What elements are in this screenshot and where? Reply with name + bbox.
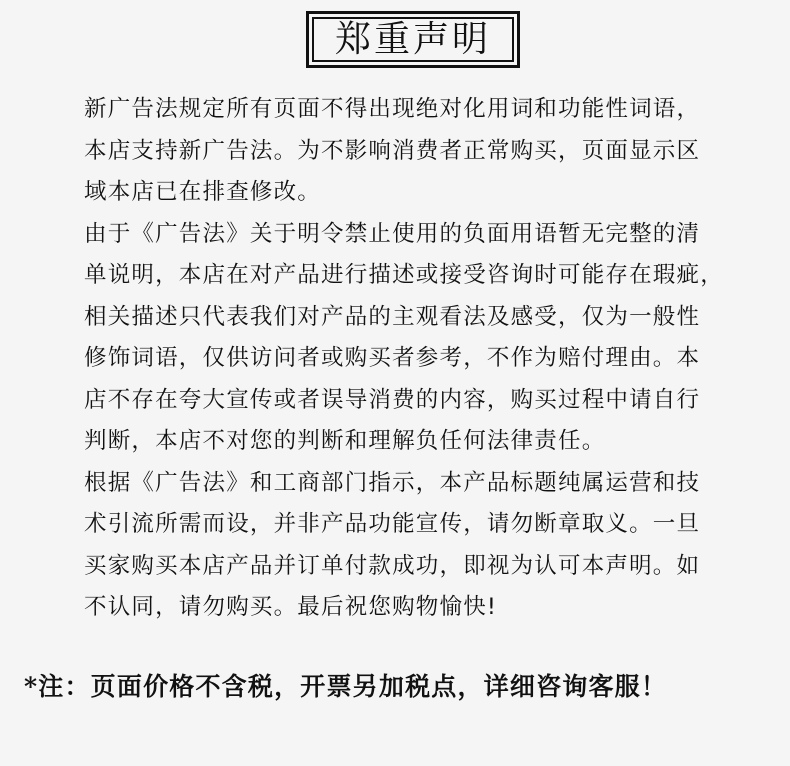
paragraph-disclaimer <box>84 214 744 463</box>
paragraph-ad-law <box>84 89 744 214</box>
tax-notice: *注：页面价格不含税，开票另加税点，详细咨询客服！ <box>24 672 668 701</box>
text-line: 店不存在夸大宣传或者误导消费的内容，购买过程中请自行 <box>84 386 701 413</box>
text-line: 判断，本店不对您的判断和理解负任何法律责任。 <box>84 428 606 454</box>
text-line: 由于《广告法》关于明令禁止使用的负面用语暂无完整的清 <box>84 220 701 247</box>
text-line: 买家购买本店产品并订单付款成功，即视为认可本声明。如 <box>84 552 701 579</box>
text-line: 不认同，请勿购买。最后祝您购物愉快! <box>84 594 498 620</box>
text-line: 术引流所需而设，并非产品功能宣传，请勿断章取义。一旦 <box>84 511 701 537</box>
page-title: 郑重声明 <box>312 17 514 62</box>
text-line: 域本店已在排查修改。 <box>84 179 322 205</box>
text-line: 相关描述只代表我们对产品的主观看法及感受，仅为一般性 <box>84 303 701 330</box>
text-line: 本店支持新广告法。为不影响消费者正常购买，页面显示区 <box>84 137 701 164</box>
text-line: 根据《广告法》和工商部门指示，本产品标题纯属运营和技 <box>84 469 701 496</box>
text-line: 新广告法规定所有页面不得出现绝对化用词和功能性词语， <box>84 96 701 122</box>
title-box <box>306 11 520 68</box>
text-line: 修饰词语，仅供访问者或购买者参考，不作为赔付理由。本 <box>84 345 701 371</box>
paragraph-title-note <box>84 463 744 629</box>
text-line: 单说明，本店在对产品进行描述或接受咨询时可能存在瑕疵， <box>84 262 724 288</box>
statement-body <box>84 89 744 629</box>
